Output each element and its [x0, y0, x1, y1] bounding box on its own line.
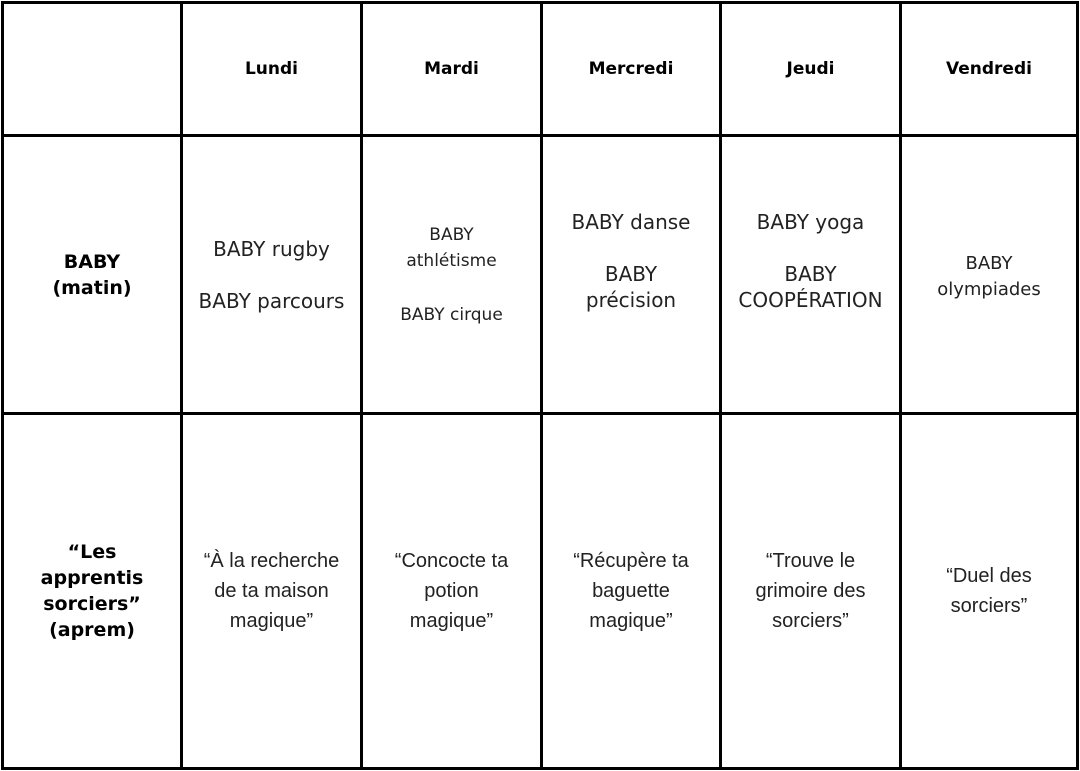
sorciers-cell-lundi [183, 415, 363, 770]
row-label-sorciers-line1: “Les [67, 541, 117, 563]
row-label-baby-line2: (matin) [52, 276, 132, 299]
baby-cell-lundi [183, 137, 363, 415]
activity: “Concocte ta potion magique” [394, 550, 509, 632]
day-header-mardi: Mardi [363, 4, 543, 137]
activity: BABY précision [585, 261, 677, 312]
row-label-baby-line1: BABY [63, 250, 121, 273]
baby-cell-mardi [363, 137, 543, 415]
activity: BABY danse [571, 209, 691, 234]
activity: BABY olympiades [937, 252, 1041, 300]
day-header-vendredi: Vendredi [902, 4, 1079, 137]
row-label-sorciers [4, 415, 183, 770]
schedule-table [1, 1, 1079, 770]
baby-cell-mercredi [543, 137, 722, 415]
activity: “Duel des sorciers” [946, 565, 1032, 617]
activity: BABY COOPÉRATION [738, 261, 883, 312]
activity: “Trouve le grimoire des sorciers” [755, 550, 866, 632]
baby-cell-jeudi [722, 137, 902, 415]
row-label-sorciers-line4: (aprem) [49, 619, 135, 641]
activity: “Récupère ta baguette magique” [573, 550, 689, 632]
sorciers-cell-jeudi [722, 415, 902, 770]
row-label-sorciers-line3: sorciers” [43, 593, 141, 615]
row-label-sorciers-line2: apprentis [40, 567, 144, 589]
sorciers-cell-vendredi [902, 415, 1079, 770]
baby-cell-vendredi [902, 137, 1079, 415]
activity: BABY parcours [198, 288, 345, 313]
activity: BABY yoga [756, 209, 865, 234]
day-header-jeudi: Jeudi [722, 4, 902, 137]
activity: BABY cirque [400, 304, 503, 325]
day-header-lundi: Lundi [183, 4, 363, 137]
sorciers-cell-mercredi [543, 415, 722, 770]
corner-cell [4, 4, 183, 137]
activity: “À la recherche de ta maison magique” [203, 550, 340, 632]
activity: BABY rugby [213, 236, 330, 261]
day-header-mercredi: Mercredi [543, 4, 722, 137]
row-label-baby [4, 137, 183, 415]
sorciers-cell-mardi [363, 415, 543, 770]
activity: BABY athlétisme [406, 224, 497, 271]
